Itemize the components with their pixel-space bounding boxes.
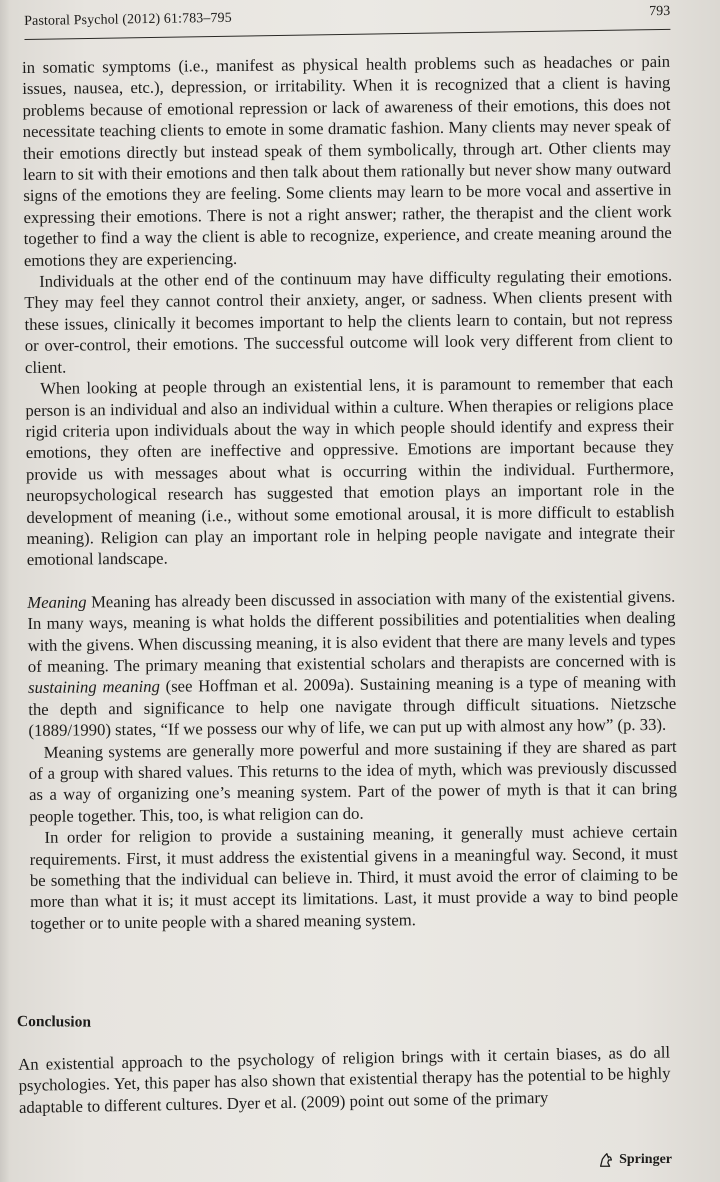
journal-citation: Pastoral Psychol (2012) 61:783–795 [24,10,232,29]
publisher-name: Springer [619,1152,672,1167]
meaning-text-before: Meaning has already been discussed in association with many of the existential givens. In many ways, meaning is what holds the different possibilities and potentialities when dealing with the givens. When discussing meaning, it is also evident that there are many levels and types of meaning. The primary meaning that existential scholars and therapists are concerned with is [27,586,676,676]
publisher-logo [597,1151,672,1169]
conclusion-heading: Conclusion [16,1013,92,1031]
paragraph-meaning [27,586,676,742]
meaning-text-after: (see Hoffman et al. 2009a). Sustaining meaning is a type of meaning with the depth and significance to help one navigate through difficult situations. Nietzsche (1889/1990) states, “If we possess our why of life, we can put up with almost any how” (p. 33). [28,672,677,741]
page-edge-shadow [0,0,10,1182]
paragraph-emotion-regulation: Individuals at the other end of the continuum may have difficulty regulating their emotions. They may feel they cannot control their anxiety, anger, or sadness. When clients present with these issues, clinically it becomes important to help the clients learn to contain, but not repress or over-control, their emotions. The successful outcome will look very different from client to client. [24,265,673,377]
paragraph-religion-requirements: In order for religion to provide a sustaining meaning, it generally must achieve certain requirements. First, it must address the existential givens in a meaningful way. Second, it must be something that the individual can believe in. Third, it must avoid the error of claiming to be more than what it is; it must accept its limitations. Last, it must provide a way to bind people together or to unite people with a shared meaning system. [29,821,679,933]
conclusion-paragraph: An existential approach to the psychology of religion brings with it certain biases, as do all psychologies. Yet, this paper has also shown that existential therapy has the potential to be highly adaptable to different cultures. Dyer et al. (2009) point out some of the primary [18,1042,671,1117]
sustaining-meaning-term: sustaining meaning [27,677,160,698]
springer-horse-icon [597,1151,615,1169]
meaning-runin-heading: Meaning [27,592,87,612]
paragraph-existential-lens: When looking at people through an existential lens, it is paramount to remember that each person is an individual and also an individual within a culture. When therapies or religions place rigid criteria upon individuals about the way in which people should identify and express their emotions, they often are ineffective and oppressive. Emotions are important because they provide us with messages about what is occurring within the individual. Furthermore, neuropsychological research has suggested that emotion plays an important role in the development of meaning (i.e., without some emotional arousal, it is more difficult to establish meaning). Religion can play an important role in helping people navigate and integrate their emotional landscape. [25,372,675,570]
running-header [24,0,670,40]
page-number: 793 [649,3,671,20]
paragraph-emotion-repression: in somatic symptoms (i.e., manifest as physical health problems such as headaches or pain issues, nausea, etc.), depression, or irritability. When it is recognized that a client is having problems because of emotional repression or lack of awareness of their emotions, this does not necessitate teaching clients to emote in some dramatic fashion. Many clients may never speak of their emotions directly but instead speak of them symbolically, through art. Other clients may learn to sit with their emotions and then talk about them rationally but never show many outward signs of the emotions they are feeling. Some clients may learn to be more vocal and assertive in expressing their emotions. There is not a right answer; rather, the therapist and the client work together to find a way the client is able to recognize, experience, and create meaning around the emotions they are experiencing. [22,51,672,270]
paragraph-shared-meaning: Meaning systems are generally more powerful and more sustaining if they are shared as part of a group with shared values. This returns to the idea of myth, which was previously discussed as a way of organizing one’s meaning system. Part of the power of myth is that it can bring people together. This, too, is what religion can do. [28,736,678,826]
body-text [22,51,678,934]
